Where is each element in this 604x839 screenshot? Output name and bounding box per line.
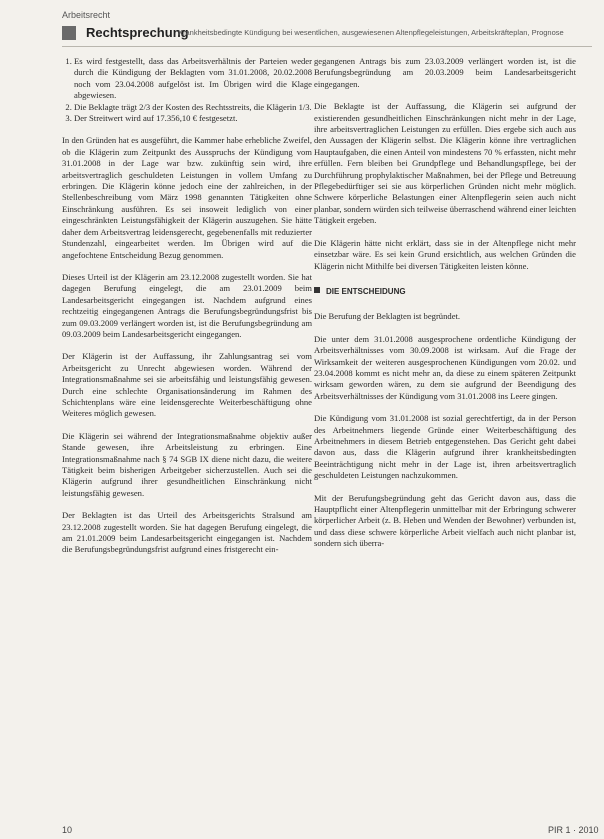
ruling-list	[62, 56, 312, 124]
paragraph: Die unter dem 31.01.2008 ausgesprochene ordentliche Kündigung der Arbeitsverhältnisses vom 30.09.2008 ist wirksam. Auf die Frage der Wirksamkeit der weiteren ausgesprochenen Kündigungen vom 20.02. und 23.04.2008 kommt es nicht mehr an, da diese zu einem späteren Zeitpunkt wirksam geworden wären, zu dem sie aufgrund der Beendigung des Arbeitsverhältnisses der Kündigung vom 31.01.2008 ins Leere gingen.	[314, 333, 576, 401]
right-column	[314, 56, 576, 561]
paragraph: gegangenen Antrags bis zum 23.03.2009 verlängert worden ist, ist die Berufungsbegründung am 20.03.2009 beim Landesarbeitsgericht eingegangen.	[314, 56, 576, 89]
list-item: 2. Die Beklagte trägt 2/3 der Kosten des Rechtsstreits, die Klägerin 1/3.	[74, 102, 312, 113]
left-column	[62, 56, 312, 567]
paragraph: Der Beklagten ist das Urteil des Arbeitsgerichts Stralsund am 23.12.2008 zugestellt worden. Sie hat dagegen Berufung eingelegt, die am 21.01.2009 beim Landesarbeitsgericht eingegangen ist. Nachdem die Berufungsbegründungsfrist aufgrund eines fristgerecht ein-	[62, 510, 312, 555]
section-kicker: Arbeitsrecht	[62, 10, 111, 20]
header-subtitle: Krankheitsbedingte Kündigung bei wesentlichen, ausgewiesenen Altenpflegeleistungen, Arbeitskräfteplan, Prognose	[178, 28, 564, 37]
paragraph: Der Klägerin ist der Auffassung, ihr Zahlungsantrag sei vom Arbeitsgericht zu Unrecht abgewiesen worden. Während der Integrationsmaßnahme sei sie arbeitsfähig und leistungsfähig gewesen. Durch eine schlechte Organisationsänderung im Rahmen des Schichtenplans wäre eine leidensgerechte Weiterbeschäftigung ohne Weiteres möglich gewesen.	[62, 351, 312, 419]
section-square-icon	[314, 287, 320, 293]
page-header	[62, 26, 592, 42]
list-item: 1. Es wird festgestellt, dass das Arbeitsverhältnis der Parteien weder durch die Kündigung der Beklagten vom 31.01.2008, 20.02.2008 noch vom 23.04.2008 aufgelöst ist. Im Übrigen wird die Klage abgewiesen.	[74, 56, 312, 102]
paragraph: In den Gründen hat es ausgeführt, die Kammer habe erhebliche Zweifel, ob die Klägerin zum Zeitpunkt des Ausspruchs der Kündigung vom 31.01.2008 in der Lage war bzw. zukünftig sein wird, ihre arbeitsvertraglich geschuldeten Leistungen in vollem Umfang zu erbringen. Die Klägerin könne jedoch eine der zahlreichen, in der Stellenbeschreibung vom März 1998 genannten Tätigkeiten ohne Einschränkung ausführen. Es sei insoweit lediglich von einer eingeschränkten Leistungsfähigkeit der Klägerin auszugehen. Sie hätte daher dem Arbeitsvertrag leidensgerecht, gegebenenfalls mit reduzierter Stundenzahl, eingearbeitet werden. Im Übrigen wird auf die angefochtene Entscheidung Bezug genommen.	[62, 135, 312, 260]
issue-label: PIR 1 · 2010	[548, 825, 599, 835]
section-heading	[314, 286, 576, 297]
list-item: 3. Der Streitwert wird auf 17.356,10 € festgesetzt.	[74, 113, 312, 124]
header-title: Rechtsprechung	[86, 25, 189, 40]
paragraph: Die Klägerin hätte nicht erklärt, dass sie in der Altenpflege nicht mehr einsetzbar wäre. Es sei kein Grund ersichtlich, aus welchen Gründen die Klägerin nicht Mithilfe bei diversen Tätigkeiten leisten könne.	[314, 237, 576, 271]
paragraph: Mit der Berufungsbegründung geht das Gericht davon aus, dass die Hauptpflicht einer Altenpflegerin unmittelbar mit der Erbringung schwerer körperlicher Arbeit (z. B. Heben und Wenden der Bewohner) verbunden ist, und dass diese schwere körperliche Arbeit vielfach auch nicht planbar ist, sondern sich überra-	[314, 492, 576, 549]
header-square-icon	[62, 26, 76, 40]
paragraph: Die Klägerin sei während der Integrationsmaßnahme objektiv außer Stande gewesen, ihre Arbeitsleistung zu erbringen. Eine Integrationsmaßnahme nach § 74 SGB IX diene nicht dazu, die weitere Tätigkeit beim bisherigen Arbeitgeber sicherzustellen. Auch sei die Klägerin aufgrund ihrer gesundheitlichen Einschränkung nicht leistungsfähig gewesen.	[62, 430, 312, 498]
paragraph: Die Kündigung vom 31.01.2008 ist sozial gerechtfertigt, da in der Person des Arbeitnehmers liegende Gründe einer Weiterbeschäftigung des Arbeitnehmers in diesem Betrieb entgegenstehen. Das Gericht geht dabei davon aus, dass die Klägerin aufgrund ihrer krankheitsbedingten Beeinträchtigung nicht mehr in der Lage ist, ihren arbeitsvertraglich geschuldeten Leistungen nachzukommen.	[314, 413, 576, 481]
paragraph: Die Beklagte ist der Auffassung, die Klägerin sei aufgrund der existierenden gesundheitlichen Einschränkungen nicht mehr in der Lage, ihre arbeitsvertraglichen Leistungen zu erfüllen. Dies ergebe sich auch aus den Aussagen der Klägerin selbst. Die Klägerin könne ihre vertraglichen Hauptaufgaben, die einen Anteil von mindestens 70 % erfassten, nicht mehr erfüllen. Fern bleiben bei Grundpflege und Behandlungspflege, bei der Durchführung prophylaktischer Maßnahmen, bei der Pflege und Betreuung Pflegebedürftiger sei sie aus körperlichen Gründen nicht mehr möglich. Schwere körperliche Belastungen einer Altenpflegerin seien auch nicht planbar, sondern würden sich teilweise überraschend während einer leichten Tätigkeit ergeben.	[314, 101, 576, 226]
header-divider	[62, 46, 592, 47]
page-number: 10	[62, 825, 73, 835]
section-heading-text: DIE ENTSCHEIDUNG	[326, 286, 406, 296]
paragraph: Dieses Urteil ist der Klägerin am 23.12.2008 zugestellt worden. Sie hat dagegen Berufung eingelegt, die am 23.01.2009 beim Landesarbeitsgericht eingegangen ist. Nachdem aufgrund eines rechtzeitig eingegangenen Antrags die Berufungsbegründungsfrist bis zum 09.03.2009 verlängert worden ist, ist die Berufungsbegründung am 09.03.2009 beim Landesarbeitsgericht eingegangen.	[62, 271, 312, 339]
paragraph: Die Berufung der Beklagten ist begründet.	[314, 311, 461, 322]
